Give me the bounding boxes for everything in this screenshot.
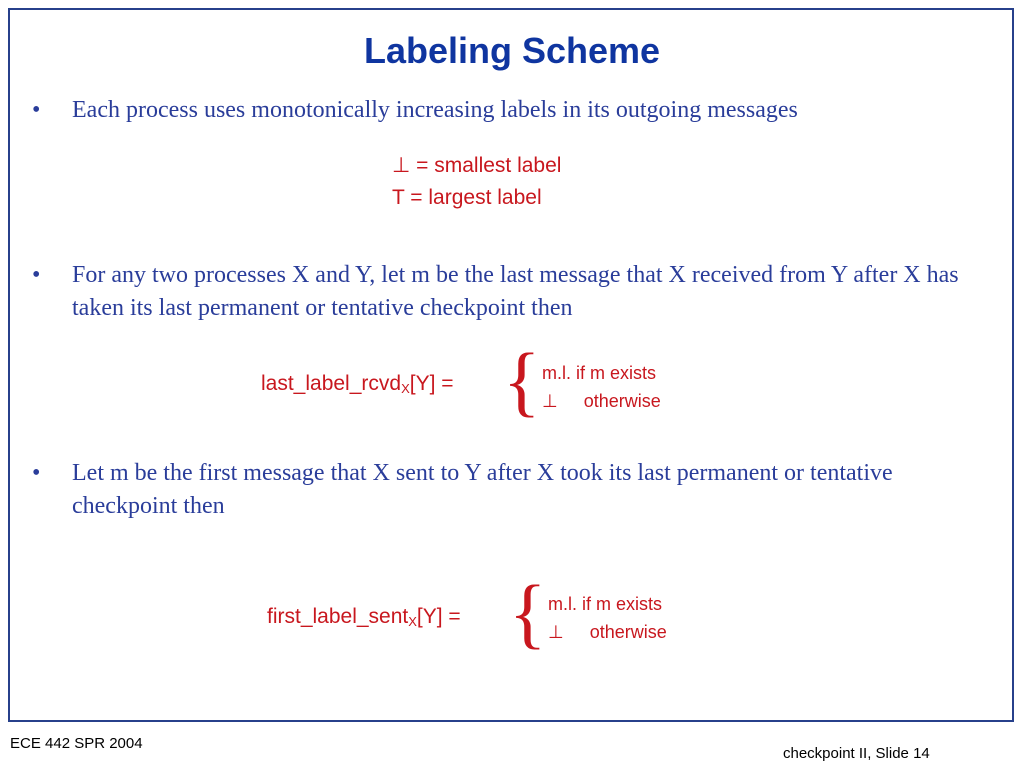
bullet-dot: • [32, 262, 41, 288]
equation-argument: [Y] = [416, 605, 461, 628]
equation-case-2 [548, 618, 667, 646]
bullet-dot: • [32, 97, 41, 123]
equation-lhs [267, 605, 461, 629]
bullet-text: For any two processes X and Y, let m be the last message that X received from Y after X has taken its last permanent or tentative checkpoint then [72, 262, 959, 321]
equation-case-1: m.l. if m exists [542, 363, 657, 383]
equation-case-2-text: otherwise [583, 391, 661, 411]
equation-subscript: X [408, 614, 417, 629]
bullet-dot: • [32, 460, 41, 486]
brace-icon: { [503, 337, 541, 424]
bottom-symbol-icon: ⊥ [542, 391, 558, 411]
definition-bottom: ⊥ = smallest label [392, 154, 562, 177]
equation-case-2-text: otherwise [589, 622, 667, 642]
equation-argument: [Y] = [409, 372, 454, 395]
footer-course: ECE 442 SPR 2004 [10, 735, 143, 752]
equation-function-name: last_label_rcvd [261, 372, 402, 395]
bottom-symbol-icon: ⊥ [548, 622, 564, 642]
equation-case-2 [542, 387, 661, 415]
definition-top: T = largest label [392, 186, 542, 209]
slide-title: Labeling Scheme [363, 30, 661, 71]
equation-subscript: X [401, 381, 410, 396]
equation-case-1: m.l. if m exists [548, 594, 663, 614]
equation-lhs [261, 372, 454, 396]
bullet-text: Each process uses monotonically increasing labels in its outgoing messages [72, 97, 798, 123]
footer-slide-number: checkpoint II, Slide 14 [783, 745, 930, 762]
brace-icon: { [509, 569, 547, 656]
equation-function-name: first_label_sent [267, 605, 409, 628]
bullet-text: Let m be the first message that X sent to Y after X took its last permanent or tentative checkpoint then [72, 460, 893, 519]
